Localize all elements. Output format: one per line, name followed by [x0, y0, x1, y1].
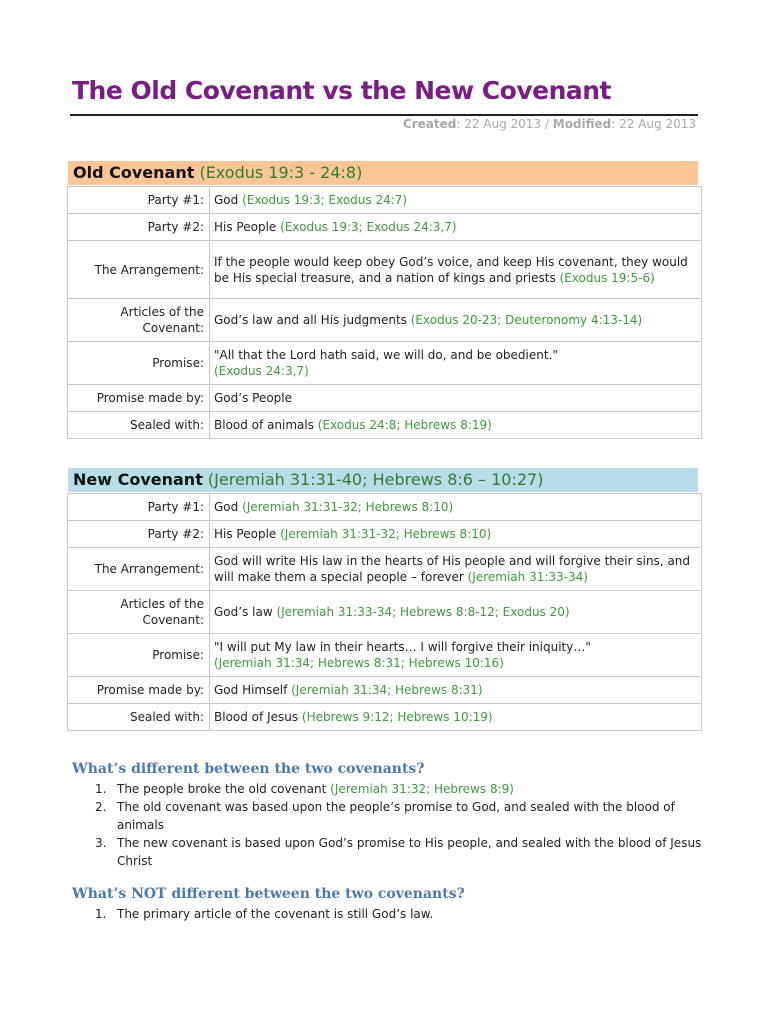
scripture-ref: (Exodus 24:8; Hebrews 8:19) — [313, 418, 492, 432]
value-text: God — [214, 500, 239, 514]
value-text: His People — [214, 220, 277, 234]
row-label: Promise made by: — [68, 677, 210, 704]
row-label: Party #1: — [68, 187, 210, 214]
modified-value: : 22 Aug 2013 — [611, 117, 696, 131]
list-number: 1. — [95, 782, 107, 796]
value-text: God’s People — [214, 391, 293, 405]
value-text: God will write His law in the hearts of His people and will forgive their sins, and will make them a special people – forever — [214, 554, 691, 584]
scripture-ref: (Exodus 19:3; Exodus 24:7) — [238, 193, 408, 207]
list-item — [72, 780, 702, 798]
row-label: Articles of the Covenant: — [68, 299, 210, 342]
row-value — [210, 634, 702, 677]
row-value — [210, 412, 702, 439]
created-label: Created — [402, 117, 457, 131]
row-label: Party #2: — [68, 521, 210, 548]
row-label: The Arrangement: — [68, 241, 210, 299]
row-value — [210, 548, 702, 591]
value-text: "All that the Lord hath said, we will do, and be obedient." — [214, 348, 558, 362]
scripture-ref: (Jeremiah 31:31-32; Hebrews 8:10) — [276, 527, 492, 541]
old-covenant-name: Old Covenant — [73, 163, 195, 182]
table-row — [68, 385, 702, 412]
list-number: 3. — [95, 836, 107, 850]
value-text: If the people would keep obey God’s voice, and keep His covenant, they would be His special treasure, and a nation of kings and priests — [214, 254, 688, 285]
list-text: The primary article of the covenant is still God’s law. — [117, 907, 434, 921]
page-title: The Old Covenant vs the New Covenant — [72, 76, 611, 105]
table-row — [68, 412, 702, 439]
row-value — [210, 521, 702, 548]
value-text: Blood of animals — [214, 418, 314, 432]
list-item — [72, 798, 702, 834]
row-label: Sealed with: — [68, 704, 210, 731]
row-label: Sealed with: — [68, 412, 210, 439]
row-value — [210, 591, 702, 634]
same-list — [72, 905, 702, 923]
scripture-ref: (Hebrews 9:12; Hebrews 10:19) — [298, 710, 493, 724]
list-number: 1. — [95, 907, 107, 921]
table-row — [68, 677, 702, 704]
value-text: God Himself — [214, 683, 288, 697]
table-row — [68, 591, 702, 634]
scripture-ref: (Exodus 24:3,7) — [214, 364, 309, 378]
scripture-ref: (Jeremiah 31:34; Hebrews 8:31; Hebrews 10:16) — [214, 656, 504, 670]
old-covenant-table — [67, 186, 702, 439]
scripture-ref: (Exodus 20-23; Deuteronomy 4:13-14) — [406, 313, 643, 327]
table-row — [68, 548, 702, 591]
list-text: The people broke the old covenant — [117, 782, 327, 796]
value-text: God’s law — [214, 605, 273, 619]
scripture-ref: (Jeremiah 31:33-34) — [463, 570, 588, 584]
value-text: His People — [214, 527, 277, 541]
table-row — [68, 241, 702, 299]
row-label: Promise: — [68, 634, 210, 677]
scripture-ref: (Exodus 19:5-6) — [555, 270, 655, 285]
row-value — [210, 342, 702, 385]
row-value — [210, 187, 702, 214]
old-covenant-header — [68, 161, 698, 185]
list-text: The new covenant is based upon God’s promise to His people, and sealed with the blood of Jesus Christ — [117, 836, 702, 868]
table-row — [68, 299, 702, 342]
scripture-ref: (Exodus 19:3; Exodus 24:3,7) — [276, 220, 457, 234]
table-row — [68, 521, 702, 548]
differences-heading: What’s different between the two covenants? — [72, 761, 425, 777]
created-value: : 22 Aug 2013 / — [456, 117, 553, 131]
row-label: Promise: — [68, 342, 210, 385]
new-covenant-table — [67, 493, 702, 731]
table-row — [68, 187, 702, 214]
new-covenant-reference: (Jeremiah 31:31-40; Hebrews 8:6 – 10:27) — [202, 470, 544, 489]
row-label: Promise made by: — [68, 385, 210, 412]
row-value — [210, 299, 702, 342]
table-row — [68, 342, 702, 385]
modified-label: Modified — [552, 117, 612, 131]
scripture-ref: (Jeremiah 31:33-34; Hebrews 8:8-12; Exodus 20) — [272, 605, 570, 619]
value-text: God — [214, 193, 239, 207]
value-text: "I will put My law in their hearts… I will forgive their iniquity…" — [214, 640, 591, 654]
list-text: The old covenant was based upon the people’s promise to God, and sealed with the blood of animals — [117, 800, 675, 832]
table-row — [68, 634, 702, 677]
differences-list — [72, 780, 702, 870]
row-value — [210, 214, 702, 241]
table-row — [68, 494, 702, 521]
row-label: The Arrangement: — [68, 548, 210, 591]
row-value — [210, 494, 702, 521]
row-label: Party #2: — [68, 214, 210, 241]
new-covenant-name: New Covenant — [73, 470, 203, 489]
scripture-ref: (Jeremiah 31:32; Hebrews 8:9) — [326, 782, 514, 796]
list-number: 2. — [95, 800, 107, 814]
value-text: Blood of Jesus — [214, 710, 299, 724]
scripture-ref: (Jeremiah 31:34; Hebrews 8:31) — [287, 683, 483, 697]
new-covenant-header — [68, 468, 698, 492]
row-label: Party #1: — [68, 494, 210, 521]
row-value — [210, 385, 702, 412]
table-row — [68, 704, 702, 731]
row-value — [210, 704, 702, 731]
scripture-ref: (Jeremiah 31:31-32; Hebrews 8:10) — [238, 500, 454, 514]
row-value — [210, 241, 702, 299]
old-covenant-reference: (Exodus 19:3 - 24:8) — [194, 163, 363, 182]
list-item — [72, 905, 702, 923]
table-row — [68, 214, 702, 241]
title-underline — [70, 114, 698, 116]
row-label: Articles of the Covenant: — [68, 591, 210, 634]
same-heading: What’s NOT different between the two covenants? — [72, 886, 465, 902]
value-text: God’s law and all His judgments — [214, 313, 407, 327]
list-item — [72, 834, 702, 870]
row-value — [210, 677, 702, 704]
document-meta — [403, 117, 696, 131]
